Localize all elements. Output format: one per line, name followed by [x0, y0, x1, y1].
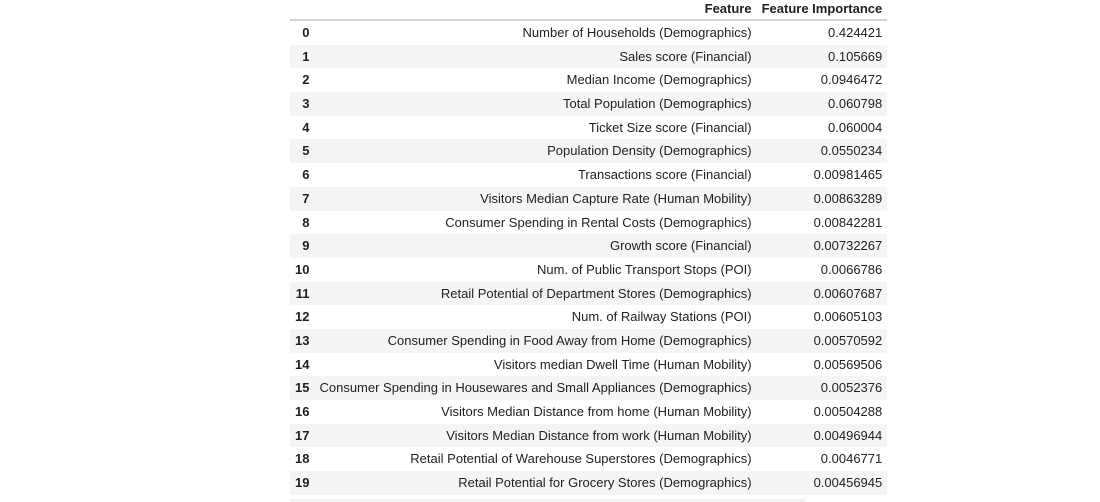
importance-cell: 0.00981465	[813, 167, 883, 183]
feature-cell: Consumer Spending in Food Away from Home (Demographics)	[387, 332, 752, 348]
row-index: 18	[295, 451, 310, 467]
importance-cell: 0.0550234	[820, 143, 883, 159]
row-index: 1	[302, 48, 310, 64]
importance-column-header: Feature Importance	[757, 0, 888, 20]
importance-cell: 0.00607687	[813, 285, 883, 301]
row-index: 13	[295, 332, 310, 348]
importance-cell: 0.060004	[828, 119, 883, 135]
table-header	[290, 0, 887, 20]
table-row	[290, 211, 887, 235]
feature-cell: Retail Potential of Warehouse Superstores (Demographics)	[410, 451, 752, 467]
feature-cell: Median Income (Demographics)	[566, 72, 752, 88]
feature-cell: Consumer Spending in Housewares and Small Appliances (Demographics)	[319, 380, 752, 396]
table-row	[290, 45, 887, 69]
next-row-sliver	[290, 499, 805, 502]
row-index: 15	[295, 380, 310, 396]
table-row	[290, 282, 887, 306]
table-row	[290, 116, 887, 140]
table-row	[290, 400, 887, 424]
feature-cell: Sales score (Financial)	[619, 48, 752, 64]
importance-cell: 0.00496944	[813, 427, 883, 443]
header-row	[290, 0, 887, 20]
table-row	[290, 20, 887, 45]
table-row	[290, 234, 887, 258]
row-index: 2	[302, 72, 310, 88]
importance-cell: 0.00504288	[813, 404, 883, 419]
importance-cell: 0.060798	[828, 96, 883, 112]
row-index: 7	[302, 190, 310, 206]
importance-cell: 0.00863289	[813, 190, 883, 206]
row-index: 4	[302, 119, 310, 135]
row-index: 10	[295, 261, 310, 277]
row-index: 9	[302, 238, 310, 254]
table-row	[290, 329, 887, 353]
importance-cell: 0.0946472	[820, 72, 883, 88]
table-row	[290, 305, 887, 329]
importance-cell: 0.0046771	[820, 451, 883, 467]
importance-cell: 0.00570592	[813, 332, 883, 348]
feature-cell: Number of Households (Demographics)	[522, 25, 752, 40]
importance-cell: 0.424421	[828, 25, 883, 40]
table-body	[290, 20, 887, 495]
feature-importance-table	[290, 0, 887, 495]
feature-cell: Growth score (Financial)	[609, 238, 752, 254]
table-row	[290, 471, 887, 495]
feature-cell: Num. of Public Transport Stops (POI)	[537, 261, 752, 277]
row-index: 3	[302, 96, 310, 112]
table-row	[290, 447, 887, 471]
table-row	[290, 353, 887, 377]
feature-cell: Ticket Size score (Financial)	[588, 119, 752, 135]
importance-cell: 0.0066786	[820, 261, 883, 277]
row-index: 5	[302, 143, 310, 159]
feature-cell: Consumer Spending in Rental Costs (Demographics)	[445, 214, 752, 230]
importance-cell: 0.0052376	[820, 380, 883, 396]
table-row	[290, 92, 887, 116]
table-row	[290, 68, 887, 92]
table-row	[290, 258, 887, 282]
feature-cell: Population Density (Demographics)	[547, 143, 752, 159]
importance-cell: 0.00732267	[813, 238, 883, 254]
table-row	[290, 187, 887, 211]
feature-cell: Visitors Median Capture Rate (Human Mobility)	[480, 190, 752, 206]
table-row	[290, 424, 887, 448]
row-index: 11	[295, 285, 310, 301]
row-index: 12	[295, 309, 310, 325]
row-index: 19	[295, 475, 310, 491]
row-index: 17	[295, 427, 310, 443]
feature-cell: Transactions score (Financial)	[577, 167, 752, 183]
row-index: 14	[295, 356, 310, 372]
feature-cell: Visitors median Dwell Time (Human Mobility)	[493, 356, 752, 372]
row-index: 0	[302, 25, 310, 40]
row-index: 6	[302, 167, 310, 183]
feature-cell: Visitors Median Distance from home (Human Mobility)	[441, 404, 752, 419]
row-index: 16	[295, 404, 310, 419]
table-row	[290, 376, 887, 400]
feature-cell: Retail Potential of Department Stores (Demographics)	[440, 285, 752, 301]
feature-column-header: Feature	[314, 0, 756, 20]
feature-cell: Retail Potential for Grocery Stores (Demographics)	[458, 475, 752, 491]
importance-cell: 0.00842281	[813, 214, 883, 230]
importance-cell: 0.00569506	[813, 356, 883, 372]
importance-cell: 0.00456945	[813, 475, 883, 491]
feature-cell: Visitors Median Distance from work (Human Mobility)	[446, 427, 752, 443]
row-index: 8	[302, 214, 310, 230]
feature-cell: Total Population (Demographics)	[562, 96, 752, 112]
index-column-header	[290, 0, 314, 20]
feature-cell: Num. of Railway Stations (POI)	[571, 309, 752, 325]
table-row	[290, 163, 887, 187]
importance-cell: 0.00605103	[813, 309, 883, 325]
importance-cell: 0.105669	[828, 48, 883, 64]
table-row	[290, 139, 887, 163]
